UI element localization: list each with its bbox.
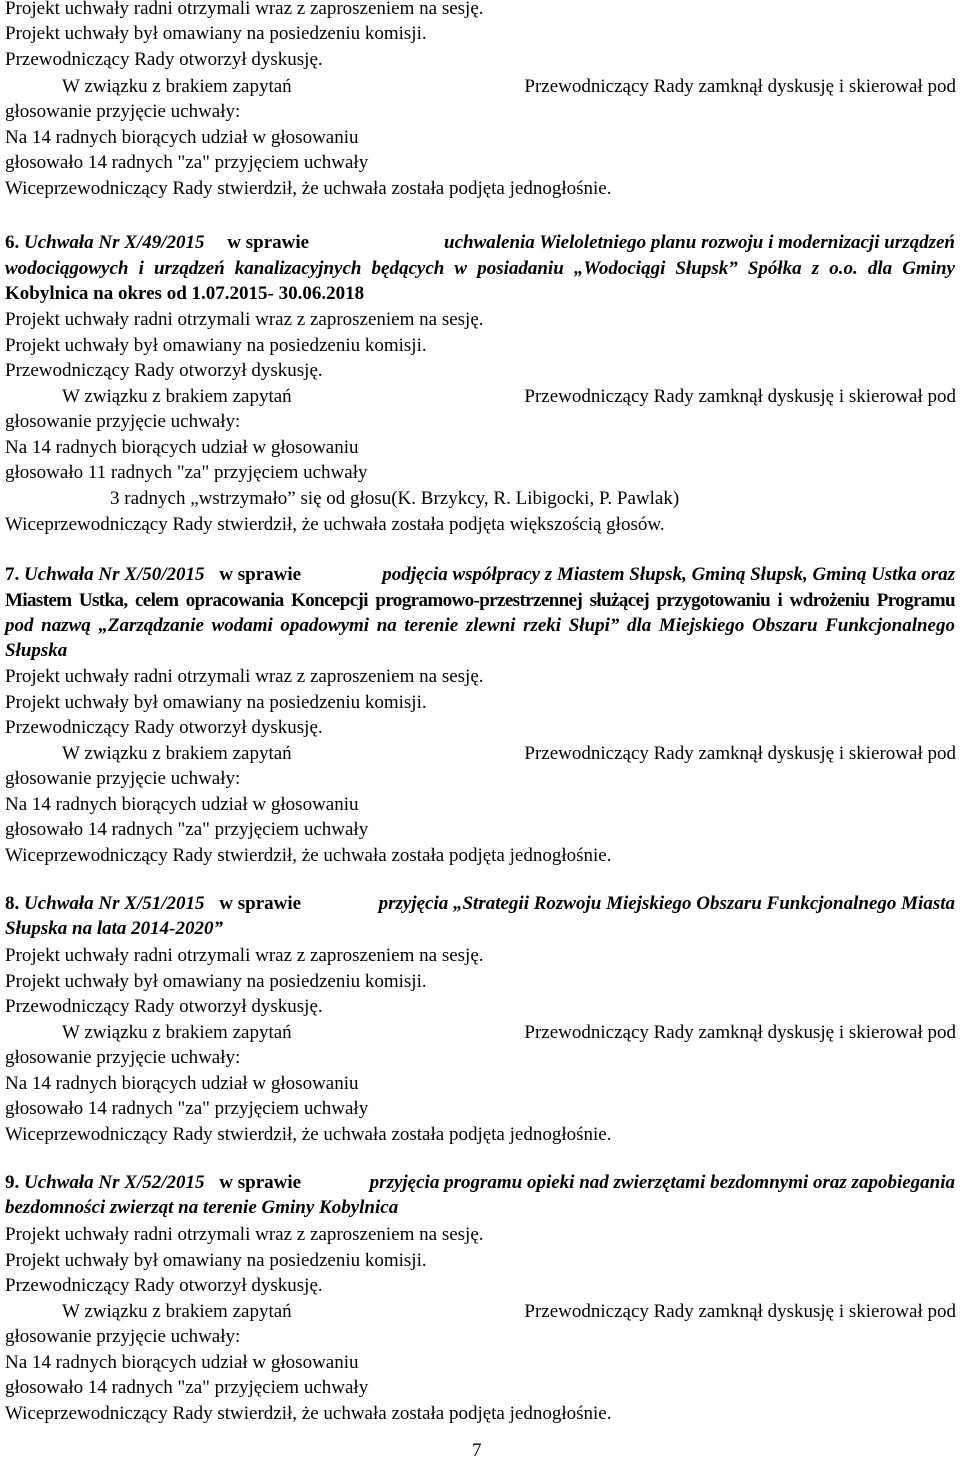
text-line: głosowanie przyjęcie uchwały: (5, 101, 241, 122)
text-line: Przewodniczący Rady otworzył dyskusję. (5, 996, 323, 1017)
text-line: Na 14 radnych biorących udział w głosowaniu (5, 794, 359, 815)
text-line: Na 14 radnych biorących udział w głosowaniu (5, 1073, 359, 1094)
text-line: głosowało 14 radnych "za" przyjęciem uchwały (5, 152, 369, 173)
text-line: głosowało 14 radnych "za" przyjęciem uchwały (5, 819, 369, 840)
text-line: W związku z brakiem zapytań Przewodniczący Rady zamknął dyskusję i skierował pod (62, 386, 956, 407)
text-line: Na 14 radnych biorących udział w głosowaniu (5, 127, 359, 148)
resolution-heading: 7. Uchwała Nr X/50/2015 w sprawie podjęcia współpracy z Miastem Słupsk, Gminą Słupsk, Gminą Ustka oraz (5, 564, 955, 585)
text-line: Przewodniczący Rady otworzył dyskusję. (5, 1275, 323, 1296)
text-line: Wiceprzewodniczący Rady stwierdził, że uchwała została podjęta jednogłośnie. (5, 1403, 612, 1424)
text-line: głosowanie przyjęcie uchwały: (5, 768, 241, 789)
text-line: Projekt uchwały radni otrzymali wraz z zaproszeniem na sesję. (5, 666, 484, 687)
resolution-subject: pod nazwą „Zarządzanie wodami opadowymi na terenie zlewni rzeki Słupi” dla Miejskiego Obszaru Funkcjonalnego (5, 615, 955, 636)
text-line: Wiceprzewodniczący Rady stwierdził, że uchwała została podjęta jednogłośnie. (5, 1124, 612, 1145)
resolution-subject: Kobylnica na okres od 1.07.2015- 30.06.2018 (5, 283, 365, 304)
resolution-subject: Słupska na lata 2014-2020” (5, 918, 224, 939)
text-line: głosowanie przyjęcie uchwały: (5, 411, 241, 432)
resolution-subject: Słupska (5, 640, 68, 661)
text-line: W związku z brakiem zapytań Przewodniczący Rady zamknął dyskusję i skierował pod (62, 1301, 956, 1322)
resolution-heading: 9. Uchwała Nr X/52/2015 w sprawie przyjęcia programu opieki nad zwierzętami bezdomnymi oraz zapobiegania (5, 1172, 955, 1193)
text-line: głosowało 11 radnych "za" przyjęciem uchwały (5, 462, 368, 483)
text-line: Projekt uchwały radni otrzymali wraz z zaproszeniem na sesję. (5, 945, 484, 966)
text-line: Na 14 radnych biorących udział w głosowaniu (5, 1352, 359, 1373)
resolution-subject: wodociągowych i urządzeń kanalizacyjnych będących w posiadaniu „Wodociągi Słupsk” Spółka z o.o. dla Gminy (5, 258, 955, 279)
page-number: 7 (472, 1440, 482, 1461)
text-line: głosowanie przyjęcie uchwały: (5, 1326, 241, 1347)
text-line: Przewodniczący Rady otworzył dyskusję. (5, 360, 323, 381)
resolution-subject: Miastem Ustka, celem opracowania Koncepcji programowo-przestrzennej służącej przygotowaniu i wdrożeniu Programu (5, 590, 955, 611)
text-line: Wiceprzewodniczący Rady stwierdził, że uchwała została podjęta jednogłośnie. (5, 845, 612, 866)
text-line: Projekt uchwały był omawiany na posiedzeniu komisji. (5, 1250, 427, 1271)
text-line: Na 14 radnych biorących udział w głosowaniu (5, 437, 359, 458)
text-line: Projekt uchwały był omawiany na posiedzeniu komisji. (5, 971, 427, 992)
text-line: W związku z brakiem zapytań Przewodniczący Rady zamknął dyskusję i skierował pod (62, 743, 956, 764)
text-line: Projekt uchwały radni otrzymali wraz z zaproszeniem na sesję. (5, 309, 484, 330)
resolution-heading: 6. Uchwała Nr X/49/2015 w sprawie uchwalenia Wieloletniego planu rozwoju i modernizacji urządzeń (5, 232, 955, 253)
text-line: W związku z brakiem zapytań Przewodniczący Rady zamknął dyskusję i skierował pod (62, 76, 956, 97)
text-line: Projekt uchwały był omawiany na posiedzeniu komisji. (5, 692, 427, 713)
text-line: Projekt uchwały był omawiany na posiedzeniu komisji. (5, 335, 427, 356)
text-line: Wiceprzewodniczący Rady stwierdził, że uchwała została podjęta większością głosów. (5, 514, 665, 535)
text-line: Wiceprzewodniczący Rady stwierdził, że uchwała została podjęta jednogłośnie. (5, 178, 612, 199)
text-line: Przewodniczący Rady otworzył dyskusję. (5, 717, 323, 738)
text-line: Przewodniczący Rady otworzył dyskusję. (5, 49, 323, 70)
text-line: W związku z brakiem zapytań Przewodniczący Rady zamknął dyskusję i skierował pod (62, 1022, 956, 1043)
text-line: głosowanie przyjęcie uchwały: (5, 1047, 241, 1068)
text-line: Projekt uchwały radni otrzymali wraz z zaproszeniem na sesję. (5, 0, 484, 19)
text-line: głosowało 14 radnych "za" przyjęciem uchwały (5, 1098, 369, 1119)
text-line: 3 radnych „wstrzymało” się od głosu(K. Brzykcy, R. Libigocki, P. Pawlak) (110, 488, 680, 509)
resolution-subject: bezdomności zwierząt na terenie Gminy Kobylnica (5, 1197, 399, 1218)
resolution-heading: 8. Uchwała Nr X/51/2015 w sprawie przyjęcia „Strategii Rozwoju Miejskiego Obszaru Funkcjonalnego Miasta (5, 893, 955, 914)
text-line: Projekt uchwały był omawiany na posiedzeniu komisji. (5, 23, 427, 44)
text-line: głosowało 14 radnych "za" przyjęciem uchwały (5, 1377, 369, 1398)
text-line: Projekt uchwały radni otrzymali wraz z zaproszeniem na sesję. (5, 1224, 484, 1245)
